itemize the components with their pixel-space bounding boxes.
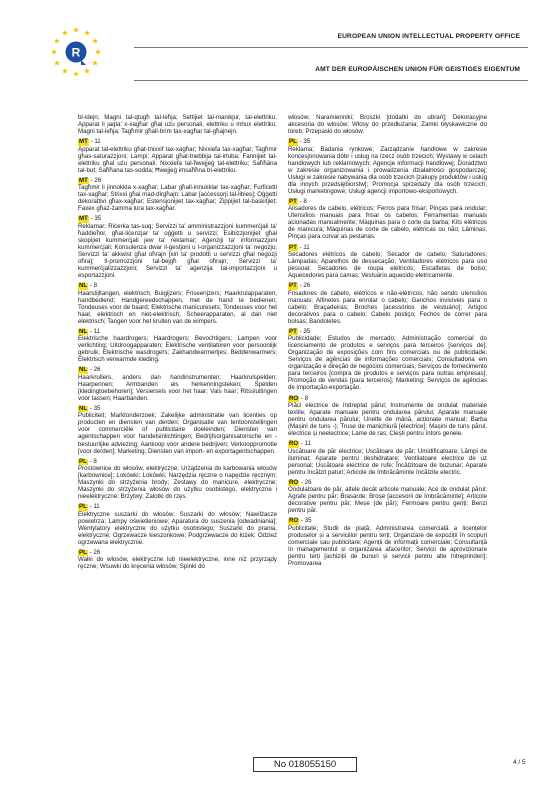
class-heading: [78, 177, 277, 184]
class-entry: [288, 328, 487, 392]
language-code-badge: RO: [289, 440, 299, 448]
class-entry: [78, 215, 277, 279]
goods-services-text: Reklama; Badania rynkowe; Zarządzanie handlowe w zakresie koncesjonowania dóbr i usług na rzecz osób trzecich; Wystawy w celach handlowych lub reklamowych; Agencje informacji handlowej; Doradztwo w zakresie organizowania i prowadzenia działalności gospodarczej; Usługi w zakresie nabywania dla osób trzecich [zakupy produktów i usług dla innych przedsiębiorstw]; Promocja sprzedaży dla osób trzecich; Usługi marketingowe; Usługi agencji importowo-eksportowych.: [288, 145, 487, 195]
class-entry: [288, 395, 487, 438]
language-code-badge: RO: [289, 394, 299, 402]
goods-services-text: Tagħmir li jinnokkla x-xagħar; Labar għall-innukklar tax-xagħar; Furficetti tax-xagħar; Strixxi għal mad-dirgħajn; Labar [aċċessorji tal-libies]; Oġġetti dekorattivi għax-xagħar; Estensjonijiet tax-xagħar; Zippijiet tal-baskitjiet; Faxex għaż-żamma lura tax-xagħar.: [78, 184, 277, 213]
class-entry: [288, 198, 487, 241]
class-heading: [78, 282, 277, 289]
class-heading: [78, 549, 277, 556]
language-code-badge: RO: [289, 478, 299, 486]
class-number: - 8: [297, 197, 307, 205]
class-number: - 8: [299, 394, 309, 402]
class-entry: [288, 244, 487, 280]
class-heading: [288, 517, 487, 524]
star-icon: [92, 60, 98, 66]
star-icon: [62, 30, 68, 36]
language-code-badge: RO: [289, 517, 299, 525]
document-number: No 018055150: [253, 757, 357, 772]
class-heading: [288, 440, 487, 447]
language-code-badge: NL: [79, 282, 88, 290]
star-icon: [73, 27, 79, 33]
class-entry: [288, 517, 487, 567]
class-heading: [288, 479, 487, 486]
class-heading: [78, 458, 277, 465]
logo-letter: R: [71, 45, 81, 60]
star-icon: [95, 49, 101, 55]
language-code-badge: PT: [289, 282, 297, 290]
goods-services-text: Elektryczne suszarki do włosów; Suszarki do włosów; Nawilżacze powietrza; Lampy oświetleniowe; Aparatura do suszenia [odwadniania]; Wentylatory elektryczne do użytku osobistego; Suszarki do prania, elektryczne; Ogrzewacze kieszonkowe; Podgrzewacze do łóżek; Odzież ogrzewana elektrycznie.: [78, 510, 277, 546]
goods-services-text: Haarstijltangen, elektrisch; Buigijzers; Friseerijzers; Haarkrulapparaten, handbediend; Handgereedschappen, met de hand te bedienen; Tondeuses voor de baard; Elektrische manicuresets; Tondeuses voor het haar, elektrisch en niet-elektrisch; Scheerapparaten, al dan niet elektrisch; Tangen voor het krullen van de wimpers.: [78, 289, 277, 325]
star-icon: [54, 60, 60, 66]
class-entry: [288, 114, 487, 135]
class-number: - 26: [88, 176, 102, 184]
class-entry: [288, 138, 487, 195]
class-number: - 26: [299, 478, 312, 486]
language-code-badge: MT: [79, 176, 88, 184]
right-column: [288, 114, 487, 570]
class-heading: [288, 244, 487, 251]
class-number: - 11: [88, 138, 101, 146]
goods-services-text: Frisadores de cabelo, elétricos e não-elétricos, não sendo utensílios manuais; Alfinetes para enrolar o cabelo; Ganchos invisíveis para o cabelo; Braçadeiras; Broches [acessórios de vestuário]; Artigos decorativos para o cabelo; Cabelo postiço; Fechos de correr para bolsas; Bandoletes.: [288, 289, 487, 325]
class-number: - 26: [88, 366, 101, 374]
star-icon: [62, 68, 68, 74]
class-number: - 26: [87, 548, 101, 556]
class-number: - 8: [88, 282, 98, 290]
language-code-badge: PL: [289, 138, 297, 146]
class-entry: [78, 503, 277, 546]
class-entry: [288, 440, 487, 476]
class-entry: [288, 479, 487, 515]
header-divider: [134, 47, 528, 48]
class-heading: [288, 328, 487, 335]
class-entry: [78, 366, 277, 402]
class-number: - 26: [297, 282, 311, 290]
class-heading: [288, 395, 487, 402]
office-name-de: AMT DER EUROPÄISCHEN UNION FÜR GEISTIGES EIGENTUM: [315, 66, 520, 73]
class-entry: [78, 114, 277, 135]
language-code-badge: MT: [79, 215, 88, 223]
language-code-badge: PL: [79, 548, 87, 556]
class-number: - 35: [299, 517, 312, 525]
language-code-badge: PL: [79, 503, 87, 511]
class-entry: [78, 328, 277, 364]
class-number: - 11: [87, 503, 100, 511]
class-number: - 11: [297, 243, 310, 251]
star-icon: [84, 68, 90, 74]
goods-services-text: Apparat tal-elettriku għat-tnixxif tax-xagħar; Nixxiefa tax-xagħar; Tagħmir għas-saturazzjoni; Lampi; Apparat għat-tnebbija tal-irtuba; Fannijiet tal-elettriku għal użu personali; Nixxiefa tal-ħwejjeġ tal-elettriku; Saħħāna tal-but; Saħħana tas-sodda; Ħwejjeġ imsaħħna bl-elettriku.: [78, 145, 277, 174]
language-code-badge: NL: [79, 327, 88, 335]
language-code-badge: NL: [79, 366, 88, 374]
goods-services-text: Publicitate; Studii de piață; Administrarea comercială a licențelor produselor și a serviciilor pentru terți; Organizare de expoziții în scopuri comerciale sau publicitare; Agenții de informații comerciale; Consultanță în managementul și organizarea afacerilor; Servicii de aprovizionare pentru terți [achiziții de bunuri și servicii pentru alte întreprinderi]; Promovarea: [288, 524, 487, 567]
class-heading: [78, 328, 277, 335]
goods-services-text: Secadores elétricos de cabelo; Secador de cabelo; Saturadores; Lâmpadas; Aparelhos de dessecação; Ventiladores elétricos para uso pessoal; Secadores de roupa elétricos; Escalfetas de bolso; Aquecedores para camas; Vestuário aquecido eletricamente.: [288, 250, 487, 280]
class-number: - 35: [88, 404, 101, 412]
goods-services-text: Ondulatoare de păr, altele decât articole manuale; Ace de ondulat părul; Agrafe pentru păr; Brasarde; Broșe [accesorii de îmbrăcăminte]; Articole decorative pentru păr; Meșe (de păr); Fermoare pentru genți; Benzi pentru păr.: [288, 486, 487, 515]
star-icon: [73, 71, 79, 77]
class-entry: [78, 138, 277, 174]
euipo-logo-icon: [48, 24, 104, 80]
goods-services-text: Alisadores de cabelo, elétricos; Ferros para frisar; Pinças para ondular; Utensílios manuais para frisar os cabelos; Ferramentas manuais acionadas manualmente; Máquinas para o corte da barba; Kits elétricos de manicura; Máquinas de corte de cabelo, elétricas ou não; Lâminas; Pinças para curvar as pestanas.: [288, 205, 487, 241]
goods-services-text: Uscătoare de păr electrice; Uscătoare de păr; Umidificatoare; Lămpi de iluminat; Aparate pentru deshidratare; Ventilatoare electrice de uz personal; Uscătoare electrice de rufe; Încălzitoare de buzunar; Aparate pentru încălzit paturi; Articole de îmbrăcăminte încălzite electric.: [288, 447, 487, 476]
class-heading: [288, 198, 487, 205]
class-heading: [78, 215, 277, 222]
class-entry: [78, 405, 277, 455]
class-heading: [78, 503, 277, 510]
class-entry: [288, 282, 487, 325]
class-heading: [78, 405, 277, 412]
goods-services-text: Reklamar; Riċerka tas-suq; Servizzi ta' amministrazzjoni kummerċjali ta' ħaddieħor, għal-liċenzjar ta' oġġetti u servizzi; Esibizzjonijiet għal skopijiet kummerċjali jew ta' reklamar; Aġenziji ta' informazzjoni kummerċjali; Konsulenza dwar il-ġestjoni u l-organizzazzjoni ta' negozju; Servizzi ta' akkwist għal oħrajn [xiri ta' prodotti u servizzi għal negozji oħra]; Il-promozzjoni tal-bejgħ għal oħrajn; Servizzi ta' kummerċjalizzazzjoni; Servizzi ta' aġenzija tal-importazzjoni u esportazzjoni.: [78, 222, 277, 280]
goods-services-text: Haarkrullers, anders dan handinstrumenten; Haarkrulspelden; Haarpennen; Armbanden als herkenningsteken; Spelden [kledingtoebehoren]; Versiersels voor het haar; Vals haar; Ritssluitingen voor tassen; Haarbanden.: [78, 373, 277, 402]
class-number: - 8: [87, 457, 97, 465]
goods-services-text: bl-idejn; Magni tal-qtugħ tal-leħja; Settijiet tal-manikjur, tal-elettriku; Apparat li jaqta' x-xagħar għal użu personali, elettriku u mhux elettriku; Magni tal-leħja; Tagħmir għall-brim tax-xagħar tal-għajnejn.: [78, 114, 277, 136]
star-icon: [54, 38, 60, 44]
page-number: 4 / 5: [513, 759, 526, 766]
class-entry: [78, 458, 277, 501]
language-code-badge: PT: [289, 327, 297, 335]
star-icon: [92, 38, 98, 44]
goods-services-text: Publiciteit; Marktonderzoek; Zakelijke administratie van licenties op producten en diensten van derden; Organisatie van tentoonstellingen voor commerciële of publicitaire doeleinden; Diensten van agentschappen voor handelsinlichtingen; Bedrijfsorganisatorische en -bestuurlijke adviezing; Aankoop voor andere bedrijven; Verkooppromotie [voor derden]; Marketing; Diensten van import- en exportagentschappen.: [78, 412, 277, 455]
class-number: - 11: [299, 440, 312, 448]
language-code-badge: PL: [79, 457, 87, 465]
class-number: - 35: [88, 215, 102, 223]
page-header: [0, 0, 554, 90]
class-number: - 35: [297, 327, 311, 335]
class-heading: [288, 282, 487, 289]
class-heading: [78, 366, 277, 373]
goods-services-text: Publicidade; Estudos de mercado; Administração comercial do licenciamento de produtos e serviços para terceiros [serviços de]; Organização de exposições com fins comerciais ou de publicidade; Serviços de agências de informações comerciais; Consultadoria em organização e direção de negócios comerciais; Serviços de fornecimento para terceiros [compra de produtos e serviços para outras empresas]; Promoção de vendas [para terceiros]; Marketing; Serviços de agências de importação-exportação.: [288, 335, 487, 392]
goods-services-text: Elektrische haardrogers; Haardrogers; Bevochtigers; Lampen voor verlichting; Uitdroogapparaten; Elektrische ventilatoren voor persoonlijk gebruik; Elektrische wasdrogers; Zakhandwarmertjes; Beddenwarmers; Elektrisch verwarmde kleding.: [78, 335, 277, 364]
language-code-badge: NL: [79, 404, 88, 412]
header-divider: [134, 80, 528, 81]
class-entry: [78, 282, 277, 325]
office-name-en: EUROPEAN UNION INTELLECTUAL PROPERTY OFFICE: [337, 33, 520, 40]
left-column: [78, 114, 277, 573]
language-code-badge: PT: [289, 197, 297, 205]
class-heading: [78, 138, 277, 145]
star-icon: [84, 30, 90, 36]
goods-services-text: Plăci electrice de îndreptat părul; Instrumente de ondulat materiale textile; Aparate manuale pentru ondularea părului; Aparate manuale pentru ondularea părului; Unelte de mână, acționate manual; Barba (Mașini de tuns -); Truse de manichiură [electrice]; Mașini de tuns părul, electrice și neelectrice; Lame de ras; Clești pentru întors genele.: [288, 401, 487, 438]
class-entry: [78, 549, 277, 571]
language-code-badge: PT: [289, 243, 297, 251]
class-entry: [78, 177, 277, 213]
star-icon: [51, 49, 57, 55]
class-number: - 11: [88, 327, 101, 335]
class-heading: [288, 138, 487, 145]
goods-services-text: Prostownice do włosów, elektryczne; Urządzenia do karbowania włosów [karbownice]; Lokówki; Lokówki; Narzędzia ręczne o napędzie ręcznym; Maszynki do strzyżenia brody; Zestawy do manicure, elektryczne; Maszynki do strzyżenia włosów do użytku osobistego, elektryczne i nieelektryczne; Brzytwy; Zalotki do rzęs.: [78, 465, 277, 501]
language-code-badge: MT: [79, 138, 88, 146]
goods-services-text: Wałki do włosów, elektryczne lub nieelektryczne, inne niż przyrządy ręczne; Wsuwki do kręcenia włosów; Spinki do: [78, 556, 277, 571]
goods-services-text: włosów; Naramienniki; Broszki [dodatki do ubrań]; Dekoracyjne akcesoria do włosów; Włosy do przedłużania; Zamki błyskawiczne do toreb; Przepaski do włosów.: [288, 114, 487, 136]
class-number: - 35: [297, 138, 311, 146]
